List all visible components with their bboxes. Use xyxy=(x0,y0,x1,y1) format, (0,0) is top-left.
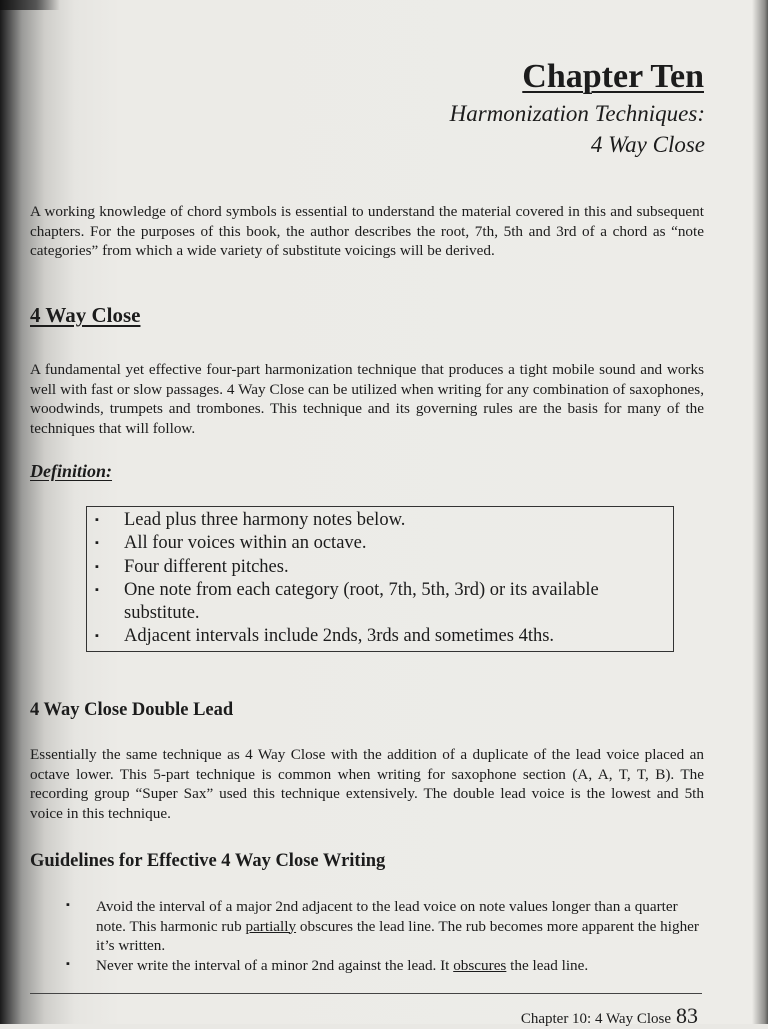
definition-item-text: Lead plus three harmony notes below. xyxy=(124,510,406,530)
bullet-icon: ▪ xyxy=(95,583,99,596)
guideline-text: the lead line. xyxy=(506,956,589,974)
chapter-subtitle xyxy=(450,98,705,160)
definition-item xyxy=(87,625,673,648)
definition-heading: Definition: xyxy=(30,461,113,481)
definition-item-text: One note from each category (root, 7th, 5th, 3rd) or its available substitute. xyxy=(124,579,599,624)
section-heading-double-lead: 4 Way Close Double Lead xyxy=(30,700,234,720)
page-footer xyxy=(521,1003,698,1029)
section-body-double-lead: Essentially the same technique as 4 Way Close with the addition of a duplicate of the lead voice placed an octave lower. This 5-part technique is common when writing for saxophone section (A, A, T, T, B). The recording group “Super Sax” used this technique extensively. The double lead voice is the lowest and 5th voice in this technique. xyxy=(30,746,704,822)
guidelines-list xyxy=(64,897,704,975)
page-edge-shadow xyxy=(752,0,768,1024)
chapter-title: Chapter Ten xyxy=(522,58,704,95)
bullet-icon: ▪ xyxy=(66,899,70,911)
guideline-emphasis: partially xyxy=(245,917,297,935)
subtitle-line-1: Harmonization Techniques: xyxy=(449,101,705,126)
guideline-item xyxy=(64,897,704,956)
definition-item xyxy=(87,579,673,626)
page-corner-shadow xyxy=(0,0,60,10)
section-body-4-way-close: A fundamental yet effective four-part harmonization technique that produces a tight mobile sound and works well with fast or slow passages. 4 Way Close can be utilized when writing for any combination of saxophones, woodwinds, trumpets and trombones. This technique and its governing rules are the basis for many of the techniques that will follow. xyxy=(30,361,704,437)
definition-box xyxy=(86,506,674,652)
bullet-icon: ▪ xyxy=(95,537,99,550)
guideline-emphasis: obscures xyxy=(453,956,507,974)
definition-item xyxy=(87,556,673,579)
page-number: 83 xyxy=(676,1003,698,1028)
bullet-icon: ▪ xyxy=(95,630,99,643)
definition-item-text: All four voices within an octave. xyxy=(124,533,367,554)
footer-rule xyxy=(30,993,702,994)
footer-chapter-label: Chapter 10: 4 Way Close xyxy=(520,1011,671,1027)
definition-item xyxy=(87,532,673,555)
section-heading-guidelines: Guidelines for Effective 4 Way Close Writing xyxy=(30,851,386,871)
bullet-icon: ▪ xyxy=(95,514,99,526)
subtitle-line-2: 4 Way Close xyxy=(590,132,705,157)
guideline-text: Avoid the interval of a major 2nd adjacent to the lead voice on note values longer than a quarter note. This harmonic rub xyxy=(96,898,678,935)
guideline-text: Never write the interval of a minor 2nd against the lead. It xyxy=(96,956,454,974)
bullet-icon: ▪ xyxy=(95,560,99,573)
intro-paragraph: A working knowledge of chord symbols is essential to understand the material covered in this and subsequent chapters. For the purposes of this book, the author describes the root, 7th, 5th and 3rd of a chord as “note categories” from which a wide variety of substitute voicings will be derived. xyxy=(30,203,704,259)
definition-list xyxy=(87,507,673,649)
guideline-item xyxy=(64,956,704,976)
definition-item-text: Adjacent intervals include 2nds, 3rds and sometimes 4ths. xyxy=(124,626,555,647)
guideline-text: obscures the lead line. The rub becomes more apparent the higher it’s written. xyxy=(96,917,699,954)
section-heading-4-way-close: 4 Way Close xyxy=(30,303,141,327)
definition-item-text: Four different pitches. xyxy=(124,556,289,577)
definition-item xyxy=(87,509,673,532)
bullet-icon: ▪ xyxy=(66,957,70,970)
